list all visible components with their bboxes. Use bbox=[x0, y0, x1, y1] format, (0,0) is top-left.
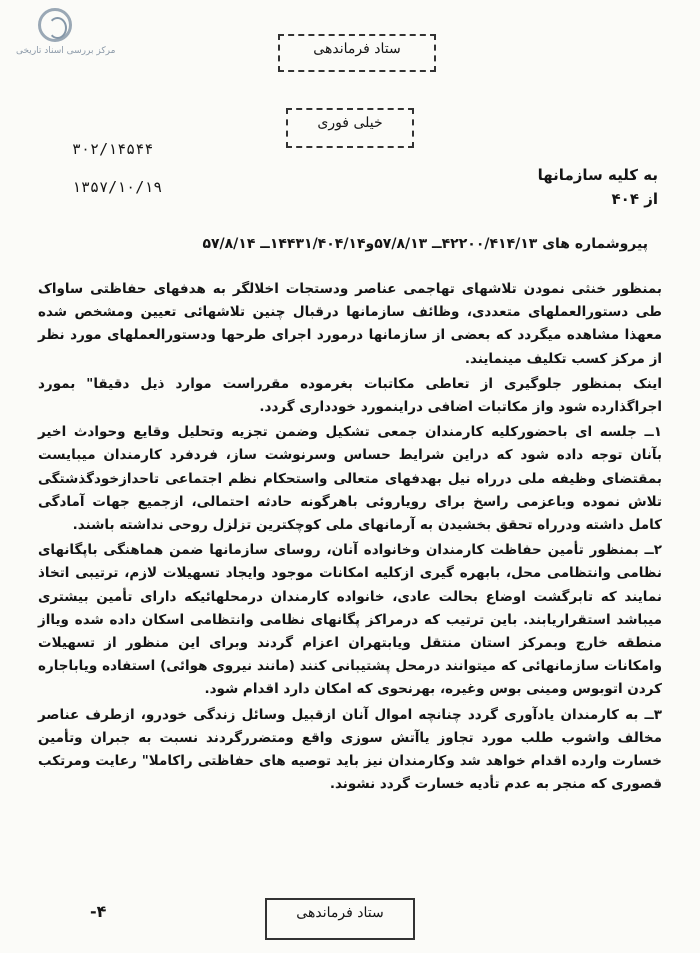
paragraph-intro: بمنظور خنثی نمودن تلاشهای تهاجمی عناصر ودستجات اخلالگر به هدفهای حفاظتی ساواک طی دستورالعملهای متعددی، وظائف سازمانها درقبال چنین تلاشهائی تعیین ومشخص شده معهذا مشاهده میگردد که بعضی از سازمانها درمورد اجرای طرحها ودستورالعملهای مورد نظر از مرکز کسب تکلیف مینمایند. bbox=[38, 281, 662, 367]
watermark-text: مرکز بررسی اسناد تاریخی bbox=[16, 46, 116, 56]
stamp-bottom: ستاد فرماندهی bbox=[265, 898, 415, 940]
follow-up-reference: پیروشماره های ۴۲۲۰۰/۴۱۴/۱۳ــ ۵۷/۸/۱۳و۱۴۴۳۱/۴۰۴/۱۴ــ ۵۷/۸/۱۴ bbox=[202, 236, 648, 252]
paragraph-item-2: ۲ــ بمنظور تأمین حفاظت کارمندان وخانواده آنان، روسای سازمانها ضمن هماهنگی باپگانهای نظامی وانتظامی محل، بابهره گیری ازکلیه امکانات موجود وایجاد تسهیلات لازم، ترتیبی اتخاذ نمایند که تابرگشت اوضاع بحالت عادی، خانواده کارمندان درمحلهائیکه دارای تأمین بیشتری میباشد استقراریابند. باین ترتیب که درمراکز پگانهای نظامی وانتظامی اسکان داده شده ویااز منطقه خارج وبمرکز استان منتقل ویابتهران اعزام گردند وبرای این منظور از تسهیلات وامکانات سازمانهائی که میتوانند درمحل پشتیبانی کنند (مانند نیروی هوائی) استفاده ویاباجاره کردن اتوبوس ومینی بوس وغیره، بهرنحوی که امکان دارد اقدام شود. bbox=[38, 542, 662, 698]
paragraph-directive: اینک بمنظور جلوگیری از تعاطی مکاتبات بغرموده مقرراست موارد ذیل دقیقا" بمورد اجراگذارده شود واز مکاتبات اضافی دراینمورد خودداری گردد. bbox=[38, 375, 662, 416]
paragraph-item-1: ۱ــ جلسه ای باحضورکلیه کارمندان جمعی تشکیل وضمن تجزیه وتحلیل وقایع وحوادث اخیر بآنان توجه داده شود که دراین شرایط حساس وسرنوشت ساز، فردفرد کارمندان میبایست بمقتضای وظیفه ملی درراه نیل بهدفهای متعالی واستحکام نظم اجتماعی تاحدازخودگذشتگی تلاش نموده وباعزمی راسخ برای رویاروئی باهرگونه حادثه احتمالی، ازجمیع جهات آمادگی کامل داشته ودرراه تحقق بخشیدن به آرمانهای ملی کوچکترین تزلزل روحی نداشته باشند. bbox=[38, 424, 662, 534]
urgency-stamp: خیلی فوری bbox=[286, 108, 414, 148]
page-number: -۴ bbox=[90, 902, 107, 921]
reference-number: ۳۰۲/۱۴۵۴۴ bbox=[72, 140, 154, 158]
stamp-top: ستاد فرماندهی bbox=[278, 34, 436, 72]
paragraph-item-3: ۳ــ به کارمندان یادآوری گردد چنانچه اموال آنان ازقبیل وسائل زندگی خودرو، ازطرف عناصر مخالف واشوب طلب مورد تجاوز یاآتش سوزی واقع ومتضررگردند نسبت به جبران وتأمین خسارت وارده اقدام خواهد شد وکارمندان نیز باید توصیه های حفاظتی راکاملا" رعایت ومرتکب قصوری که منجر به عدم تأدیه خسارت گردد نشوند. bbox=[38, 706, 662, 793]
archive-logo bbox=[16, 8, 216, 60]
archive-emblem-icon bbox=[38, 8, 72, 42]
reference-date: ۱۳۵۷/۱۰/۱۹ bbox=[72, 178, 163, 196]
letter-body bbox=[38, 278, 662, 798]
sender-line: از ۴۰۴ bbox=[611, 190, 658, 208]
recipient-line: به کلیه سازمانها bbox=[537, 166, 658, 184]
